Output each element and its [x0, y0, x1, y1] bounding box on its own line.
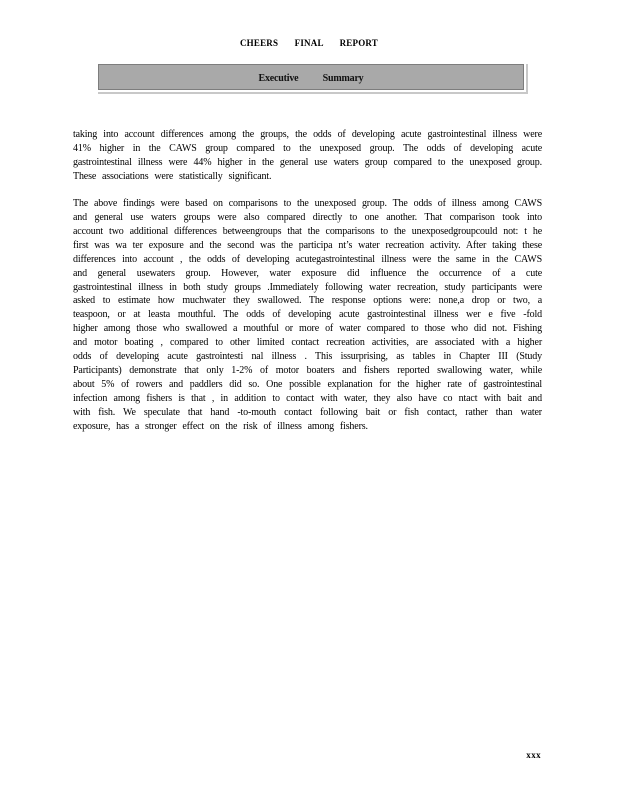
section-heading-bar [96, 62, 526, 92]
page-number: xxx [526, 750, 541, 760]
paragraph: taking into account differences among the groups, the odds of developing acute gastrointestinal illness were 41% higher in the CAWS group compared to the unexposed group. The odds of developing acute gastrointestinal illness were 44% higher in the general use waters group compared to the unexposed group. These associations were statistically significant. [73, 129, 542, 182]
running-header: CHEERS FINAL REPORT [239, 38, 378, 48]
body-text [73, 128, 542, 447]
section-heading-background [98, 64, 524, 90]
section-title: Executive Summary [258, 73, 364, 84]
paragraph: The above findings were based on comparisons to the unexposed group. The odds of illness among CAWS and general use waters groups were also compared directly to one another. That comparison took into account two additional differences betweengroups that the comparisons to the unexposedgroupcould not: t he first was wa ter exposure and the second was the participa nt’s water recreation activity. After taking these differences into account , the odds of developing acutegastrointestinal illness were the same in the CAWS and general usewaters group. However, water exposure did influence the occurrence of a cute gastrointestinal illness in both study groups .Immediately following water recreation, study participants were asked to estimate how muchwater they swallowed. The response options were: none,a drop or two, a teaspoon, or at leasta mouthful. The odds of developing acute gastrointestinal illness wer e five -fold higher among those who swallowed a mouthful or more of water compared to those who did not. Fishing and motor boating , compared to other limited contact recreation activities, are associated with a higher odds of developing acute gastrointesti nal illness . This issurprising, as tables in Chapter III (Study Participants) demonstrate that only 1-2% of motor boaters and fishers reported swallowing water, while about 5% of rowers and paddlers did so. One possible explanation for the higher rate of gastrointestinal infection among fishers is that , in addition to contact with water, they also have co ntact with bait and with fish. We speculate that hand -to-mouth contact following bait or fish contact, rather than water exposure, has a stronger effect on the risk of illness among fishers. [73, 198, 542, 432]
